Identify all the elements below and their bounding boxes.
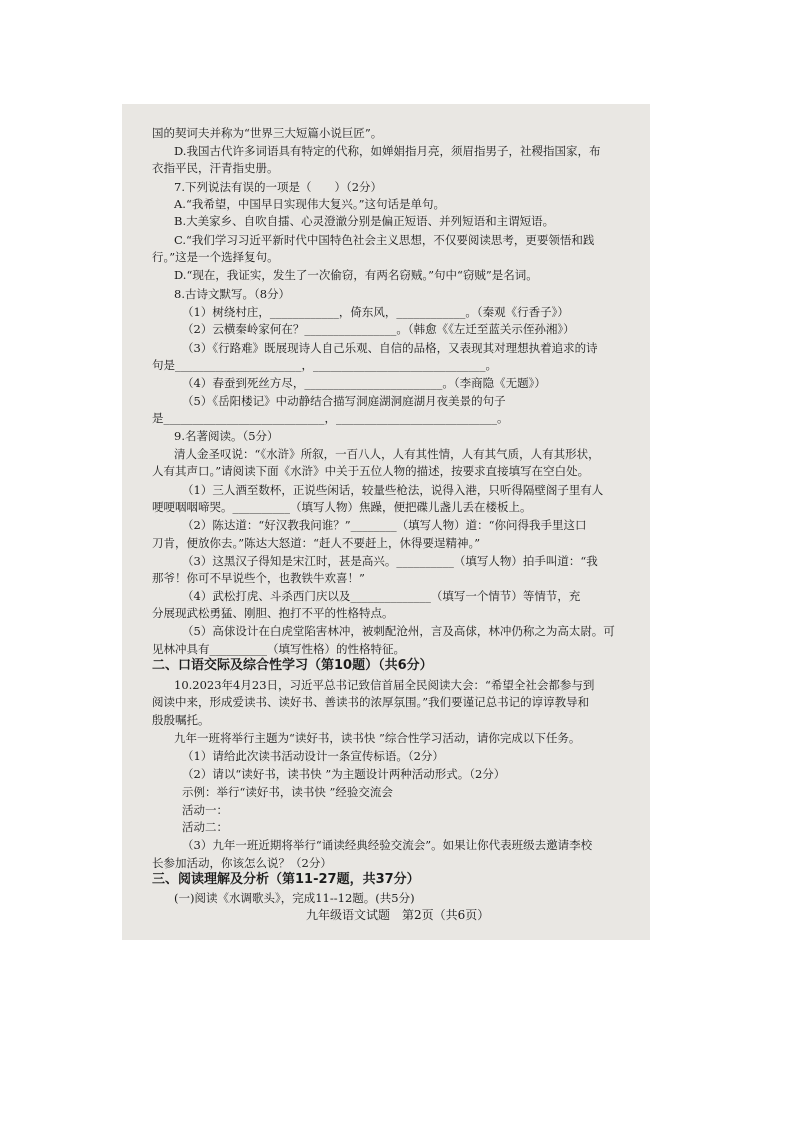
text-line: 清人金圣叹说：“《水浒》所叙，一百八人，人有其性情，人有其气质，人有其形状， bbox=[174, 447, 600, 461]
text-line: 殷殷嘱托。 bbox=[152, 713, 210, 727]
text-line: 衣指平民，汗青指史册。 bbox=[152, 161, 279, 175]
text-line: D.我国古代许多词语具有特定的代称，如婵娟指月亮，须眉指男子，社稷指国家，布 bbox=[174, 144, 601, 158]
text-line: 活动一： bbox=[182, 803, 228, 817]
text-line: 国的契诃夫并称为“世界三大短篇小说巨匠”。 bbox=[152, 126, 383, 140]
text-line: 8.古诗文默写。（8分） bbox=[174, 287, 291, 301]
text-line: （4）武松打虎、斗杀西门庆以及______________（填写一个情节）等情节，充 bbox=[182, 589, 581, 603]
page-footer: 九年级语文试题 第2页（共6页） bbox=[306, 908, 490, 922]
text-line: （1）树绕村庄，____________，倚东风，____________。（秦观《行香子》） bbox=[182, 305, 569, 319]
text-line: 人有其声口。”请阅读下面《水浒》中关于五位人物的描述，按要求直接填写在空白处。 bbox=[152, 464, 590, 478]
text-line: 9.名著阅读。（5分） bbox=[174, 429, 279, 443]
text-line: D.“现在，我证实，发生了一次偷窃，有两名窃贼。”句中“窃贼”是名词。 bbox=[174, 268, 538, 282]
text-line: 见林冲具有__________（填写性格）的性格特征。 bbox=[152, 642, 405, 656]
text-line: （3）九年一班近期将举行“诵读经典经验交流会”。如果让你代表班级去邀请李校 bbox=[182, 838, 593, 852]
text-line: （5）高俅设计在白虎堂陷害林冲，被刺配沧州，言及高俅，林冲仍称之为高太尉。可 bbox=[182, 624, 615, 638]
text-line: 那爷！你可不早说些个，也教铁牛欢喜！” bbox=[152, 571, 365, 585]
text-line: 九年一班将举行主题为“读好书，读书快 ”综合性学习活动，请你完成以下任务。 bbox=[174, 731, 581, 745]
text-line: （5）《岳阳楼记》中动静结合描写洞庭湖洞庭湖月夜美景的句子 bbox=[182, 394, 506, 408]
text-line: 句是______________________，______________________________。 bbox=[152, 358, 497, 372]
text-line: 行。”这是一个选择复句。 bbox=[152, 250, 279, 264]
text-line: 示例：举行“读好书，读书快 ”经验交流会 bbox=[182, 785, 393, 799]
text-line: （3）这黑汉子得知是宋江时，甚是高兴。__________（填写人物）拍手叫道：“我 bbox=[182, 554, 598, 568]
text-line: 7.下列说法有误的一项是（ ）（2分） bbox=[174, 180, 383, 194]
text-line: （2）云横秦岭家何在？________________。（韩愈《《左迁至蓝关示侄孙湘》） bbox=[182, 322, 575, 336]
text-line: A.“我希望，中国早日实现伟大复兴。”这句话是单句。 bbox=[174, 197, 445, 211]
text-line: 活动二： bbox=[182, 820, 228, 834]
text-line: 刀肯，便放你去。”陈达大怒道：“赶人不要赶上，休得要逞精神。” bbox=[152, 536, 481, 550]
text-line: （2）请以“读好书，读书快 ”为主题设计两种活动形式。（2分） bbox=[182, 767, 506, 781]
text-line: (一)阅读《水调歌头》，完成11--12题。(共5分) bbox=[174, 891, 415, 905]
text-line: 阅读中来，形成爱读书、读好书、善读书的浓厚氛围。”我们要谨记总书记的谆谆教导和 bbox=[152, 695, 590, 709]
text-line: 10.2023年4月23日，习近平总书记致信首届全民阅读大会：“希望全社会都参与到 bbox=[174, 678, 595, 692]
text-line: （1）三人酒至数杯，正说些闲话，较量些枪法，说得入港，只听得隔壁阁子里有人 bbox=[182, 483, 604, 497]
text-line: （1）请给此次读书活动设计一条宣传标语。（2分） bbox=[182, 749, 444, 763]
text-line: 分展现武松勇猛、刚胆、抱打不平的性格特点。 bbox=[152, 606, 394, 620]
text-line: B.大美家乡、自吹自擂、心灵澄澈分别是偏正短语、并列短语和主谓短语。 bbox=[174, 214, 555, 228]
text-line: 哽哽咽咽啼哭。__________（填写人物）焦躁，便把碟儿盏儿丢在楼板上。 bbox=[152, 500, 532, 514]
text-line: 长参加活动，你该怎么说？（2分） bbox=[152, 856, 332, 870]
text-line: （3）《行路难》既展现诗人自己乐观、自信的品格，又表现其对理想执着追求的诗 bbox=[182, 341, 598, 355]
section-heading: 三、阅读理解及分析（第11-27题，共37分） bbox=[152, 872, 420, 887]
text-line: 是____________________________，____________________________。 bbox=[152, 411, 509, 425]
text-line: （4）春蚕到死丝方尽，________________________。（李商隐《无题》） bbox=[182, 376, 546, 390]
text-line: （2）陈达道：“好汉教我问谁？”________（填写人物）道：“你问得我手里这口 bbox=[182, 518, 587, 532]
text-line: C.“我们学习习近平新时代中国特色社会主义思想，不仅要阅读思考，更要领悟和践 bbox=[174, 233, 595, 247]
section-heading: 二、口语交际及综合性学习（第10题）（共6分） bbox=[152, 658, 433, 673]
